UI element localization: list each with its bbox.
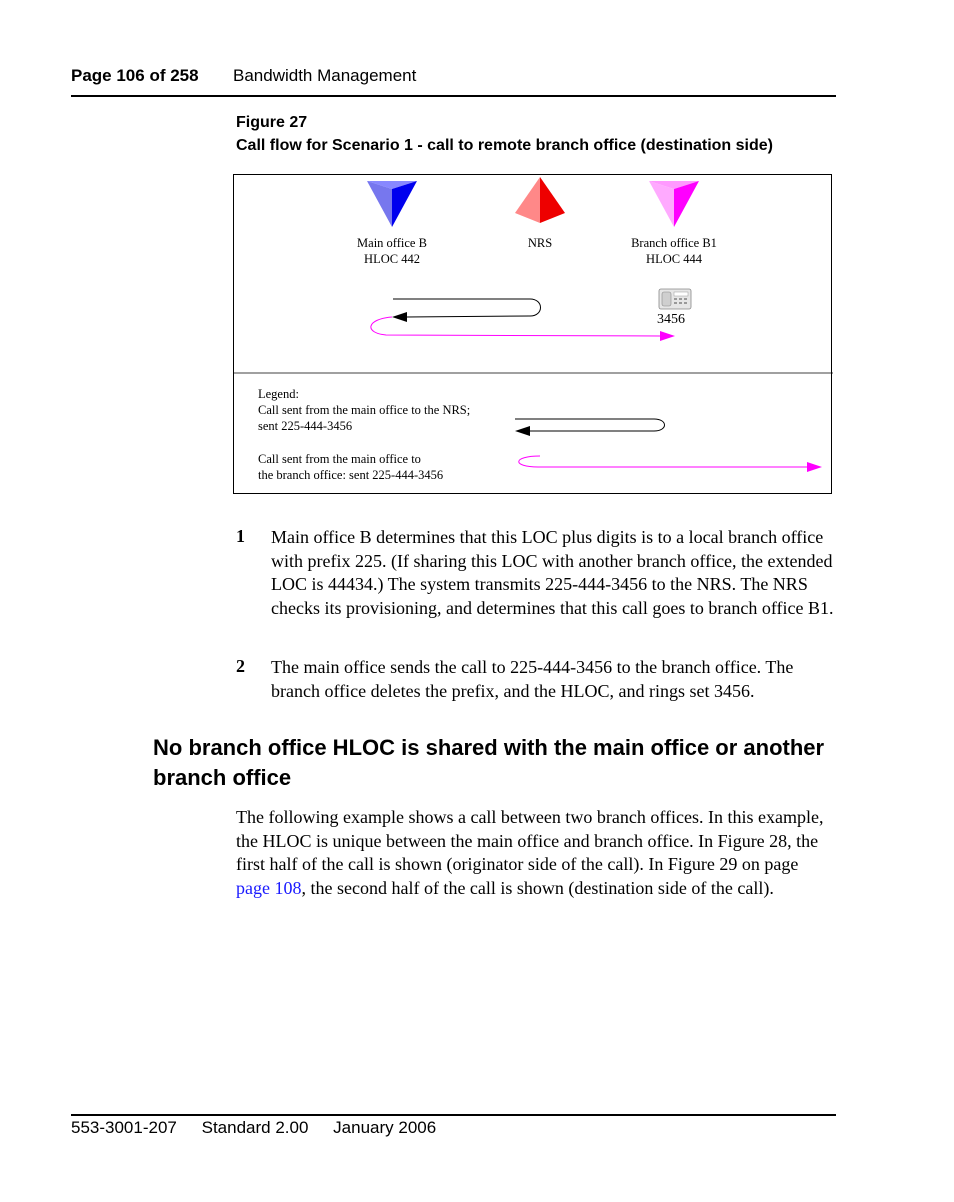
legend-magenta-arrow [519, 456, 822, 472]
step-2-text: The main office sends the call to 225-444-3456 to the branch office. The branch office deletes the prefix, and the HLOC, and rings set 3456. [271, 657, 794, 701]
branch-office-label: Branch office B1 [631, 236, 717, 250]
step-1-text: Main office B determines that this LOC plus digits is to a local branch office with prefix 225. (If sharing this LOC with another branch office, the extended LOC is 44434.) The system transmits 225-444-3456 to the NRS. The NRS checks its provisioning, and determines that this call goes to branch office B1. [271, 527, 834, 618]
legend-item1-line2: sent 225-444-3456 [258, 419, 353, 433]
legend-title: Legend: [258, 387, 299, 401]
magenta-call-arrow [371, 317, 675, 341]
figure-number: Figure 27 [236, 114, 308, 131]
section-heading: No branch office HLOC is shared with the main office or another branch office [153, 735, 825, 790]
page-108-link[interactable]: page 108 [236, 877, 302, 898]
black-call-arrow [392, 299, 541, 322]
page-number: Page 106 of 258 [71, 66, 199, 85]
figure-title: Call flow for Scenario 1 - call to remote branch office (destination side) [236, 137, 773, 154]
footer-rule [71, 1114, 836, 1116]
call-flow-diagram [234, 175, 833, 495]
nrs-icon [515, 177, 565, 223]
body-paragraph [236, 806, 836, 900]
legend-black-arrow [515, 419, 665, 436]
main-office-icon [367, 181, 417, 227]
step-1-number: 1 [236, 526, 245, 546]
paragraph-text-before: The following example shows a call between two branch offices. In this example, the HLOC is unique between the main office and branch office. In Figure 28, the first half of the call is shown (originator side of the call). In Figure 29 on page [236, 807, 824, 875]
publication-date: January 2006 [333, 1118, 437, 1137]
document-number: 553-3001-207 [71, 1118, 177, 1137]
main-office-label: Main office B [357, 236, 427, 250]
header-rule [71, 95, 836, 97]
branch-office-hloc: HLOC 444 [646, 252, 702, 266]
phone-number-label: 3456 [657, 312, 685, 327]
running-header: Bandwidth Management [233, 66, 417, 85]
call-flow-figure [233, 174, 832, 494]
legend-item2-line2: the branch office: sent 225-444-3456 [258, 468, 444, 482]
standard-version: Standard 2.00 [201, 1118, 309, 1137]
main-office-hloc: HLOC 442 [364, 252, 420, 266]
legend-item2-line1: Call sent from the main office to [258, 452, 421, 466]
legend-item1-line1: Call sent from the main office to the NRS; [258, 403, 471, 417]
step-2-number: 2 [236, 656, 245, 676]
footer [71, 1118, 456, 1138]
telephone-icon [659, 289, 691, 309]
paragraph-text-after: , the second half of the call is shown (destination side of the call). [301, 877, 774, 898]
branch-office-icon [649, 181, 699, 227]
nrs-label: NRS [527, 236, 553, 250]
